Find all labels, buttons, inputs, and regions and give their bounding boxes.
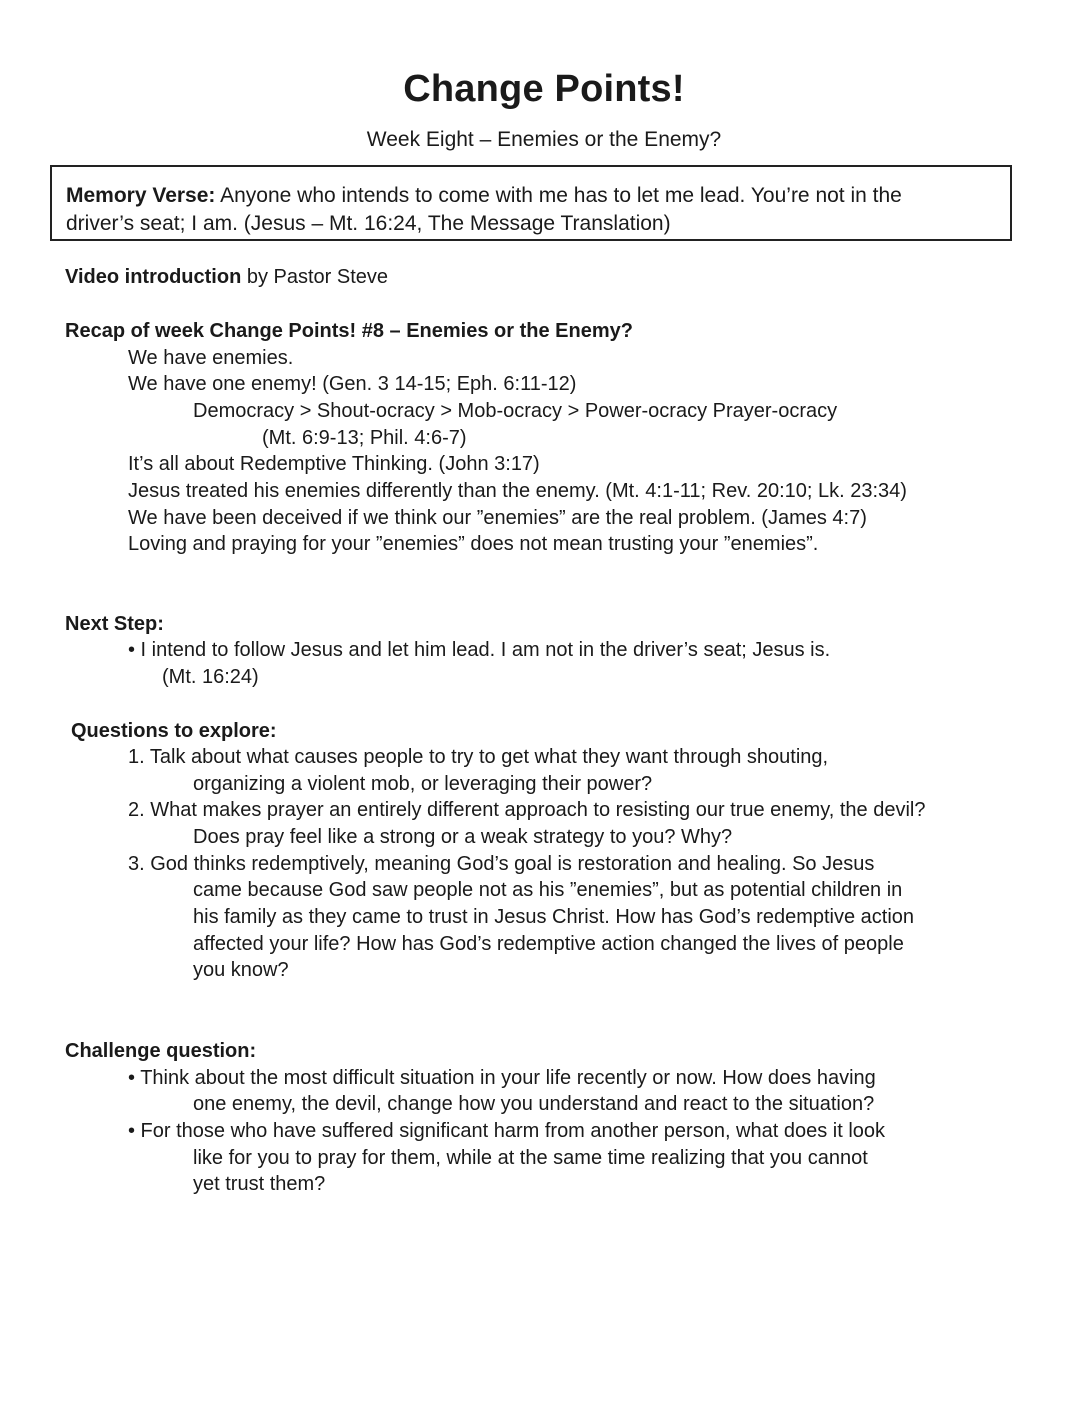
questions-heading: Questions to explore: xyxy=(71,720,277,742)
next-step-heading: Next Step: xyxy=(65,613,164,635)
question-line: organizing a violent mob, or leveraging their power? xyxy=(193,773,653,795)
next-step-line: • I intend to follow Jesus and let him lead. I am not in the driver’s seat; Jesus is. xyxy=(128,639,831,661)
video-introduction-label: Video introduction xyxy=(65,266,242,288)
question-line: came because God saw people not as his ”enemies”, but as potential children in xyxy=(193,879,903,901)
question-line: 1. Talk about what causes people to try to get what they want through shouting, xyxy=(128,746,829,768)
challenge-line: • Think about the most difficult situation in your life recently or now. How does having xyxy=(128,1067,876,1089)
recap-line: Jesus treated his enemies differently than the enemy. (Mt. 4:1-11; Rev. 20:10; Lk. 23:34) xyxy=(128,480,907,502)
recap-line: We have one enemy! (Gen. 3 14-15; Eph. 6:11-12) xyxy=(128,373,577,395)
question-line: affected your life? How has God’s redemptive action changed the lives of people xyxy=(193,933,904,955)
page-title: Change Points! xyxy=(403,68,685,110)
page-subtitle: Week Eight – Enemies or the Enemy? xyxy=(366,128,722,151)
memory-verse-box xyxy=(50,165,1012,241)
challenge-line: like for you to pray for them, while at the same time realizing that you cannot xyxy=(193,1147,868,1169)
memory-verse-label: Memory Verse: xyxy=(66,184,216,207)
recap-line: (Mt. 6:9-13; Phil. 4:6-7) xyxy=(262,427,467,449)
challenge-line: • For those who have suffered significant harm from another person, what does it look xyxy=(128,1120,886,1142)
question-line: you know? xyxy=(193,959,289,981)
question-line: 3. God thinks redemptively, meaning God’s goal is restoration and healing. So Jesus xyxy=(128,853,875,875)
challenge-heading: Challenge question: xyxy=(65,1040,257,1062)
recap-line: Democracy > Shout-ocracy > Mob-ocracy > Power-ocracy Prayer-ocracy xyxy=(193,400,838,422)
recap-heading: Recap of week Change Points! #8 – Enemies or the Enemy? xyxy=(65,320,633,342)
recap-line: Loving and praying for your ”enemies” does not mean trusting your ”enemies”. xyxy=(128,533,819,555)
question-line: his family as they came to trust in Jesus Christ. How has God’s redemptive action xyxy=(193,906,915,928)
video-introduction xyxy=(65,264,388,290)
challenge-line: one enemy, the devil, change how you understand and react to the situation? xyxy=(193,1093,875,1115)
memory-verse-text-line2: driver’s seat; I am. (Jesus – Mt. 16:24, The Message Translation) xyxy=(66,212,671,235)
challenge-line: yet trust them? xyxy=(193,1173,326,1195)
memory-verse-text-line1: Anyone who intends to come with me has to let me lead. You’re not in the xyxy=(215,184,902,207)
recap-line: We have enemies. xyxy=(128,347,294,369)
question-line: Does pray feel like a strong or a weak strategy to you? Why? xyxy=(193,826,733,848)
recap-line: We have been deceived if we think our ”enemies” are the real problem. (James 4:7) xyxy=(128,507,867,529)
recap-line: It’s all about Redemptive Thinking. (John 3:17) xyxy=(128,453,540,475)
video-introduction-text: by Pastor Steve xyxy=(241,266,389,288)
question-line: 2. What makes prayer an entirely different approach to resisting our true enemy, the devil? xyxy=(128,799,926,821)
next-step-line: (Mt. 16:24) xyxy=(162,666,259,688)
